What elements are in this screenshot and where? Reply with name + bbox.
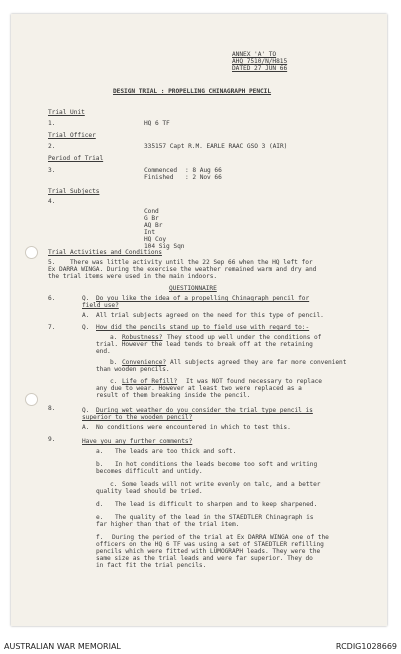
- activities-text-line: There was little activity until the 22 Sep 66 when the HQ left for: [70, 259, 313, 266]
- item-text: All subjects agreed they are far more convenient: [170, 359, 347, 366]
- item-label: c.: [110, 378, 118, 385]
- section-number: 2.: [48, 143, 56, 150]
- annex-ref-line: AHQ 7510/N/H815: [232, 58, 288, 65]
- section-number: 1.: [48, 120, 56, 127]
- item-text: It was NOT found necessary to replace: [186, 378, 322, 385]
- punch-hole: [25, 246, 38, 259]
- archive-footer: [0, 638, 401, 654]
- subjects-heading: Trial Subjects: [48, 188, 100, 195]
- punch-hole: [25, 393, 38, 406]
- question-number: 9.: [48, 436, 56, 443]
- item-text: pencils which were fitted with LUMOGRAPH leads. They were the: [96, 548, 321, 555]
- answer-text: All trial subjects agreed on the need for this type of pencil.: [96, 312, 324, 319]
- question-text: How did the pencils stand up to field use with regard to:-: [96, 324, 310, 331]
- subject-item: HQ Coy: [144, 236, 167, 243]
- item-text: quality lead should be tried.: [96, 488, 203, 495]
- item-text: officers on the HQ 6 TF was using a set of STAEDTLER refilling: [96, 541, 324, 548]
- a-label: A.: [82, 312, 90, 319]
- a-label: A.: [82, 424, 90, 431]
- item-text: than wooden pencils.: [96, 366, 170, 373]
- item-text: becomes difficult and untidy.: [96, 468, 203, 475]
- item-text: result of them breaking inside the pencil.: [96, 392, 251, 399]
- footer-source: AUSTRALIAN WAR MEMORIAL: [4, 642, 121, 651]
- annex-ref-line: ANNEX 'A' TO: [232, 51, 277, 58]
- footer-record-id: RCDIG1028669: [335, 642, 397, 651]
- section-number: 3.: [48, 167, 56, 174]
- item-label: a.: [96, 448, 104, 455]
- question-number: 6.: [48, 295, 56, 302]
- trial-unit-value: HQ 6 TF: [144, 120, 170, 127]
- commenced-label: Commenced: [144, 167, 178, 174]
- item-title: Life of Refill?: [122, 378, 178, 385]
- item-text: The quality of the lead in the STAEDTLER Chinagraph is: [115, 514, 314, 521]
- questionnaire-heading: QUESTIONNAIRE: [169, 285, 217, 292]
- item-label: b.: [96, 461, 104, 468]
- item-text: Some leads will not write evenly on talc, and a better: [122, 481, 321, 488]
- item-text: The lead is difficult to sharpen and to keep sharpened.: [115, 501, 318, 508]
- commenced-value: : 8 Aug 66: [185, 167, 222, 174]
- item-text: in fact fit the trial pencils.: [96, 562, 207, 569]
- question-number: 8.: [48, 405, 56, 412]
- item-text: During the period of the trial at Ex DARRA WINGA one of the: [112, 534, 329, 541]
- item-label: d.: [96, 501, 104, 508]
- question-text: Do you like the idea of a propelling Chinagraph pencil for: [96, 295, 310, 302]
- annex-ref-line: DATED 27 JUN 66: [232, 65, 288, 72]
- item-text: end.: [96, 348, 111, 355]
- question-text: During wet weather do you consider the trial type pencil is: [96, 407, 313, 414]
- subject-item: Cond: [144, 208, 159, 215]
- item-label: e.: [96, 514, 104, 521]
- question-number: 7.: [48, 324, 56, 331]
- period-heading: Period of Trial: [48, 155, 104, 162]
- item-text: In hot conditions the leads become too soft and writing: [115, 461, 318, 468]
- item-text: same size as the trial leads and were far superior. They do: [96, 555, 313, 562]
- trial-unit-heading: Trial Unit: [48, 109, 85, 116]
- section-number: 4.: [48, 198, 56, 205]
- question-text: field use?: [82, 302, 119, 309]
- item-label: b.: [110, 359, 118, 366]
- item-title: Robustness?: [122, 334, 163, 341]
- q-label: Q.: [82, 295, 90, 302]
- document-page: [11, 14, 387, 626]
- activities-text-line: the trial items were used in the main indoors.: [48, 273, 218, 280]
- question-text: superior to the wooden pencil?: [82, 414, 193, 421]
- item-text: trial. However the lead tends to break off at the retaining: [96, 341, 313, 348]
- q-label: Q.: [82, 324, 90, 331]
- finished-label: Finished: [144, 174, 174, 181]
- trial-officer-heading: Trial Officer: [48, 132, 96, 139]
- finished-value: : 2 Nov 66: [185, 174, 222, 181]
- subject-item: AQ Br: [144, 222, 163, 229]
- item-text: far higher than that of the trial item.: [96, 521, 240, 528]
- subject-item: Int: [144, 229, 156, 236]
- item-text: The leads are too thick and soft.: [115, 448, 237, 455]
- item-label: a.: [110, 334, 118, 341]
- answer-text: No conditions were encountered in which to test this.: [96, 424, 291, 431]
- q-label: Q.: [82, 407, 90, 414]
- document-title: DESIGN TRIAL : PROPELLING CHINAGRAPH PENCIL: [113, 88, 272, 95]
- question-text: Have you any further comments?: [82, 438, 193, 445]
- item-label: c.: [110, 481, 118, 488]
- trial-officer-value: 335157 Capt R.M. EARLE RAAC GSO 3 (AIR): [144, 143, 288, 150]
- section-number: 5.: [48, 259, 56, 266]
- activities-heading: Trial Activities and Conditions: [48, 249, 162, 256]
- subject-item: G Br: [144, 215, 159, 222]
- item-label: f.: [96, 534, 104, 541]
- item-title: Convenience?: [122, 359, 167, 366]
- item-text: They stood up well under the conditions of: [167, 334, 322, 341]
- item-text: any due to wear. However at least two were replaced as a: [96, 385, 302, 392]
- subject-item: 104 Sig Sqn: [144, 243, 185, 250]
- activities-text-line: Ex DARRA WINGA. During the exercise the weather remained warm and dry and: [48, 266, 317, 273]
